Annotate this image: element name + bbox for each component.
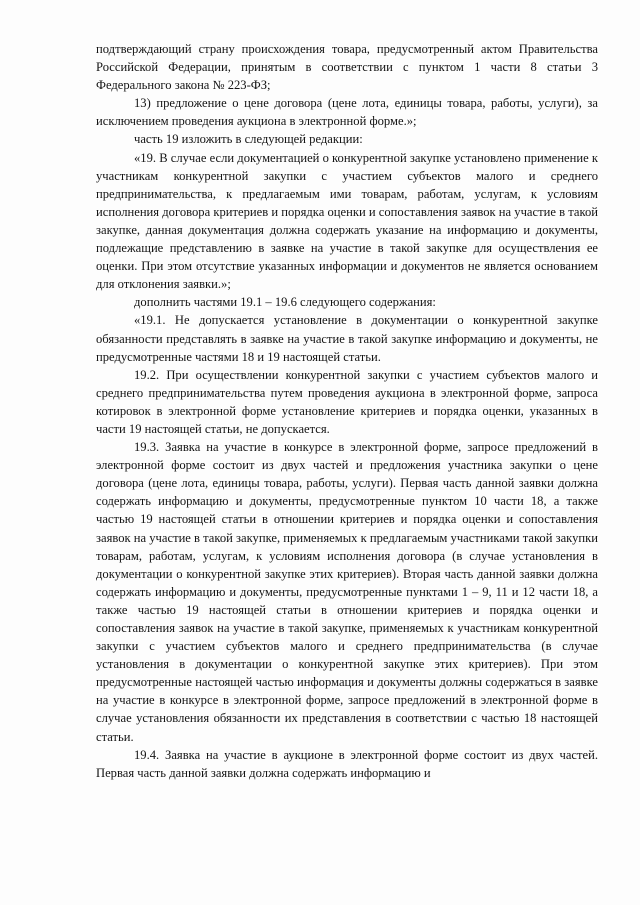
paragraph-part-19-1: «19.1. Не допускается установление в документации о конкурентной закупке обязанности представлять в заявке на участие в такой закупке информацию и документы, не предусмотренные частями 18 и 19 настоящей статьи. <box>96 313 598 364</box>
paragraph-part-19-4: 19.4. Заявка на участие в аукционе в электронной форме состоит из двух частей. Первая часть данной заявки должна содержать информацию и <box>96 747 598 780</box>
paragraph-continuation: подтверждающий страну происхождения товара, предусмотренный актом Правительства Российской Федерации, принятым в соответствии с пунктом 1 части 8 статьи 3 Федерального закона № 223-ФЗ; <box>96 42 598 93</box>
paragraph-part-19: «19. В случае если документацией о конкурентной закупке установлено применение к участникам конкурентной закупки с участием субъектов малого и среднего предпринимательства, к предлагаемым ими товарам, работам, услугам, к условиям исполнения договора критериев и порядка оценки и сопоставления заявок на участие в такой закупке, данная документация должна содержать указание на информацию и документы, подлежащие представлению в заявке на участие в такой закупке для осуществления ее оценки. При этом отсутствие указанных информации и документов не является основанием для отклонения заявки.»; <box>96 150 598 292</box>
document-body <box>96 40 598 782</box>
paragraph-part-19-2: 19.2. При осуществлении конкурентной закупки с участием субъектов малого и среднего предпринимательства путем проведения аукциона в электронной форме, запроса котировок в электронной форме установление критериев и порядка оценки, указанных в части 19 настоящей статьи, не допускается. <box>96 367 598 436</box>
paragraph-parts-19-1-19-6-instruction: дополнить частями 19.1 – 19.6 следующего содержания: <box>134 295 436 310</box>
paragraph-item-13: 13) предложение о цене договора (цене лота, единицы товара, работы, услуги), за исключением проведения аукциона в электронной форме.»; <box>96 96 598 129</box>
paragraph-part-19-3: 19.3. Заявка на участие в конкурсе в электронной форме, запросе предложений в электронной форме состоит из двух частей и предложения участника закупки о цене договора (цене лота, единицы товара, работы, услуги). Первая часть данной заявки должна содержать информацию и документы, предусмотренные пунктом 10 части 18, а также частью 19 настоящей статьи в отношении критериев и порядка оценки и сопоставления заявок на участие в такой закупке, применяемых к предлагаемым участниками такой закупки товарам, работам, услугам, к условиям исполнения договора (в случае установления в документации о конкурентной закупке этих критериев). Вторая часть данной заявки должна содержать информацию и документы, предусмотренные пунктами 1 – 9, 11 и 12 части 18, а также частью 19 настоящей статьи в отношении критериев и порядка оценки и сопоставления заявок на участие в такой закупке, применяемых к участникам конкурентной закупки с участием субъектов малого и среднего предпринимательства (в случае установления в документации о конкурентной закупке этих критериев). При этом предусмотренные настоящей частью информация и документы должны содержаться в заявке на участие в конкурсе в электронной форме, запросе предложений в электронной форме в случае установления обязанности их представления в соответствии с частью 18 настоящей статьи. <box>96 440 599 744</box>
paragraph-part-19-instruction: часть 19 изложить в следующей редакции: <box>134 132 363 147</box>
